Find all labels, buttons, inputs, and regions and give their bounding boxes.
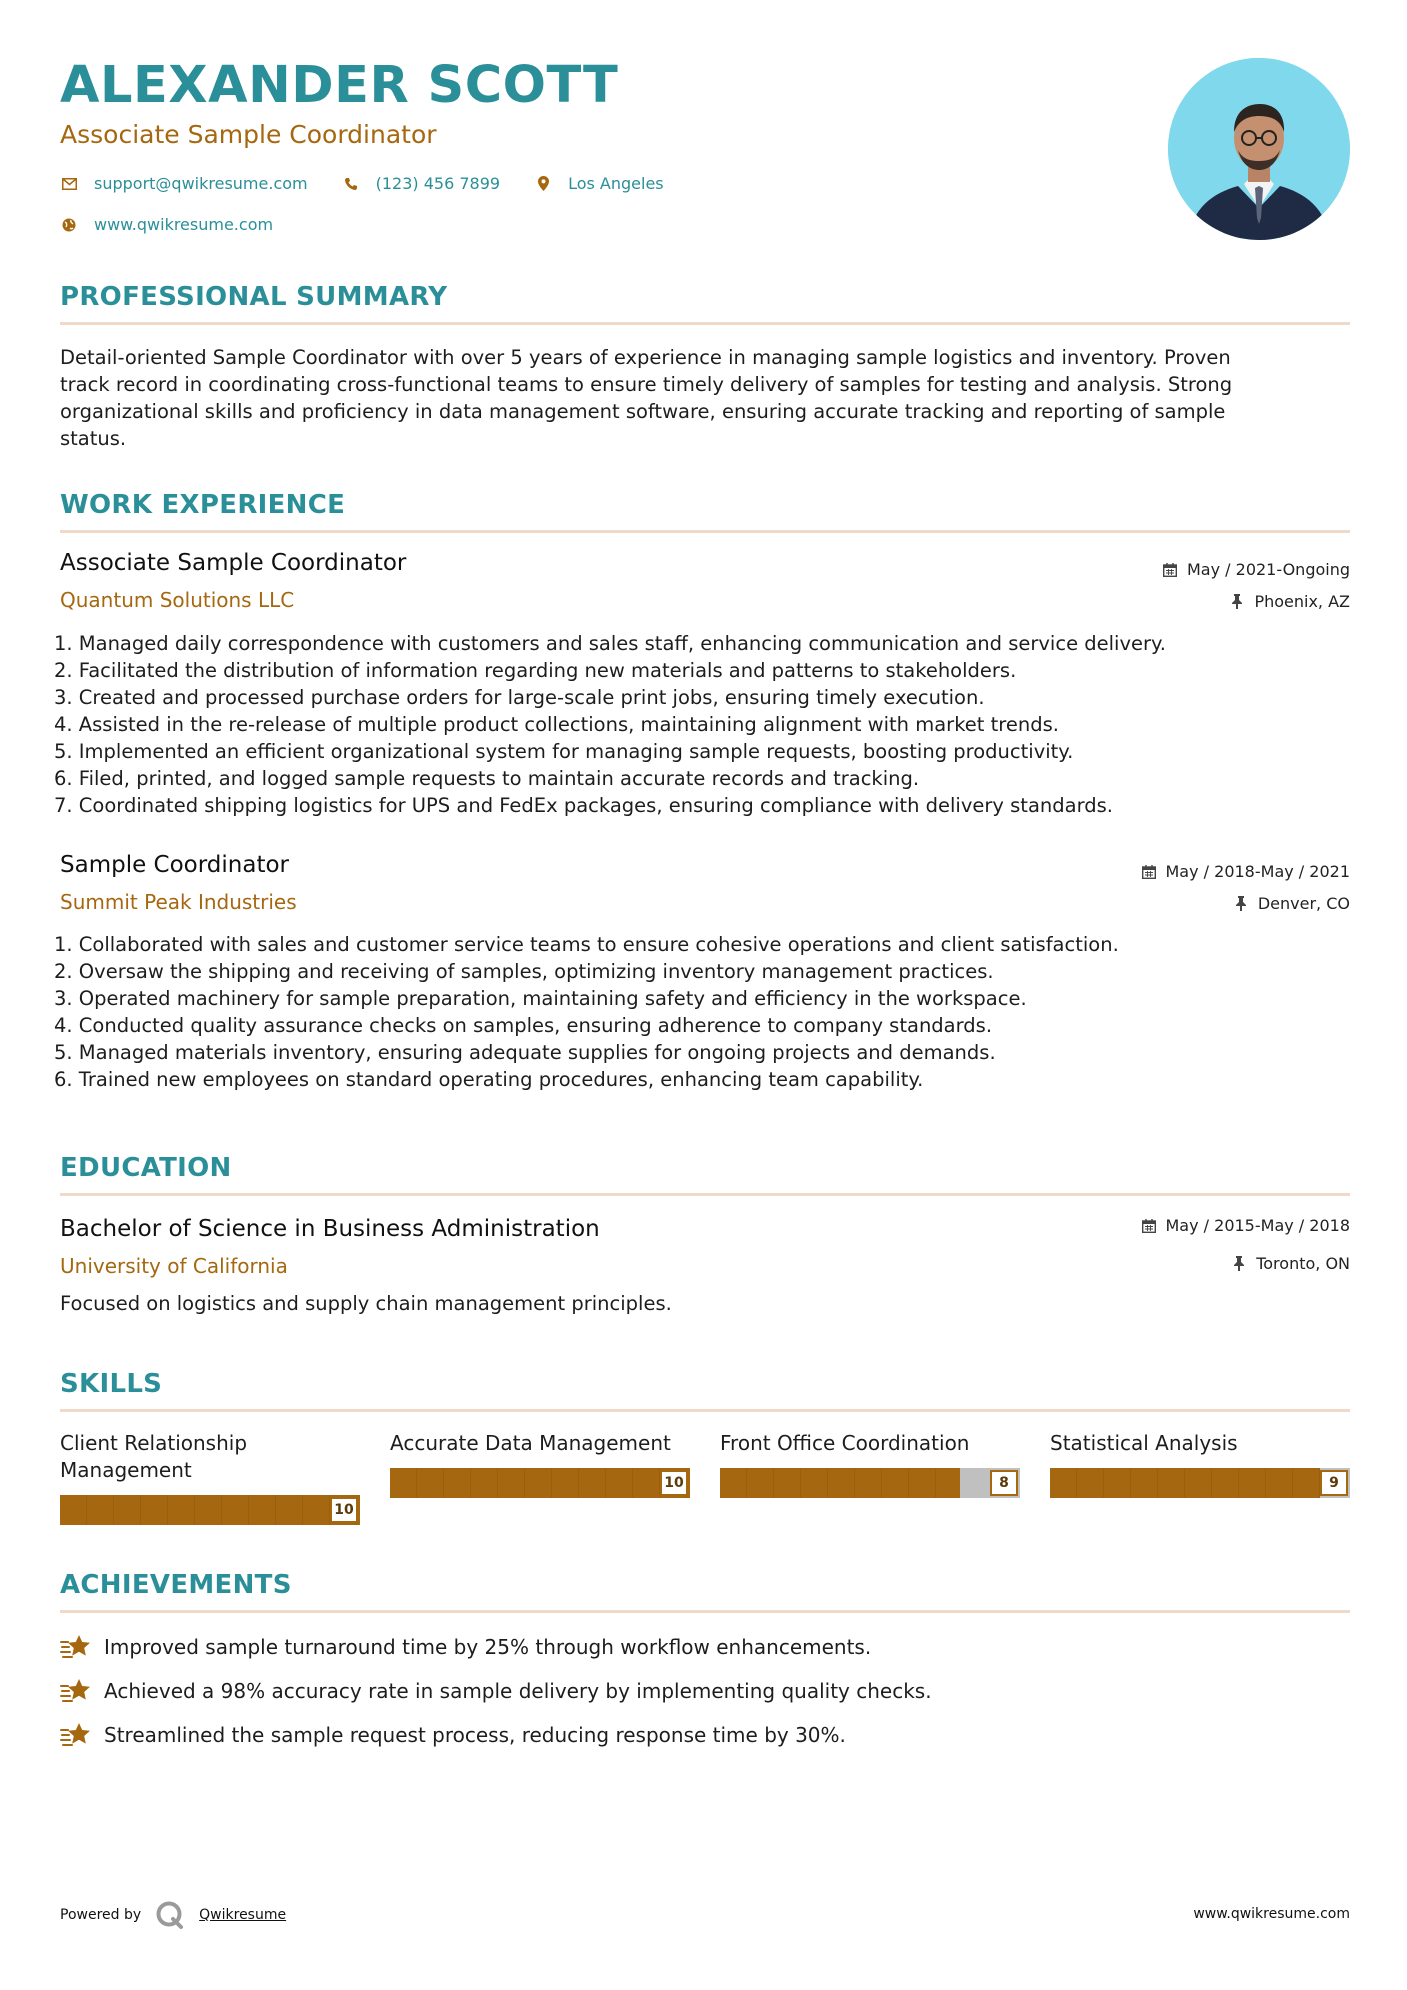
- skill-label: Management: [60, 1458, 192, 1482]
- list-item: 7. Coordinated shipping logistics for UPS and FedEx packages, ensuring compliance with delivery standards.: [54, 794, 1113, 817]
- pushpin-icon: [1230, 1255, 1248, 1273]
- job-bullets: [54, 931, 1354, 1093]
- skill-bar-fill: [1050, 1468, 1320, 1498]
- skill-bar: [60, 1495, 360, 1525]
- section-title-education: EDUCATION: [60, 1153, 232, 1183]
- job-title: Associate Sample Coordinator: [60, 550, 407, 576]
- location-text: Los Angeles: [568, 174, 664, 193]
- phone-text: (123) 456 7899: [375, 174, 501, 193]
- skill-score: 10: [660, 1470, 688, 1496]
- skill-item: [720, 1430, 1020, 1491]
- education-location: [1230, 1254, 1350, 1273]
- skill-bar: [1050, 1468, 1350, 1498]
- education-degree: Bachelor of Science in Business Administration: [60, 1216, 600, 1242]
- contact-website[interactable]: [60, 215, 273, 234]
- job-company: Summit Peak Industries: [60, 890, 297, 914]
- skill-label: Statistical Analysis: [1050, 1431, 1238, 1455]
- skill-item: [390, 1430, 690, 1491]
- job-dates: [1140, 862, 1351, 881]
- list-item: 4. Assisted in the re-release of multiple product collections, maintaining alignment with market trends.: [54, 713, 1059, 736]
- job-dates-text: May / 2018-May / 2021: [1165, 862, 1350, 881]
- contact-location: [534, 174, 664, 193]
- calendar-icon: [1140, 1217, 1158, 1235]
- summary-line: Detail-oriented Sample Coordinator with over 5 years of experience in managing sample logistics and inventory. Proven: [60, 346, 1231, 369]
- qwikresume-logo-icon: [155, 1900, 185, 1930]
- skill-label: Front Office Coordination: [720, 1431, 970, 1455]
- list-item: 5. Managed materials inventory, ensuring adequate supplies for ongoing projects and demands.: [54, 1041, 996, 1064]
- list-item: 6. Trained new employees on standard operating procedures, enhancing team capability.: [54, 1068, 924, 1091]
- star-award-icon: [60, 1677, 92, 1705]
- section-divider: [60, 1409, 1350, 1412]
- job-location-text: Phoenix, AZ: [1254, 592, 1350, 611]
- section-title-summary: PROFESSIONAL SUMMARY: [60, 282, 448, 312]
- section-divider: [60, 1193, 1350, 1196]
- list-item: 5. Implemented an efficient organizational system for managing sample requests, boosting productivity.: [54, 740, 1074, 763]
- job-location: [1228, 592, 1350, 611]
- candidate-name: ALEXANDER SCOTT: [60, 56, 619, 115]
- job-location: [1232, 894, 1350, 913]
- contact-row: [60, 174, 698, 193]
- list-item: 1. Managed daily correspondence with customers and sales staff, enhancing communication and service delivery.: [54, 632, 1166, 655]
- skill-bar: [720, 1468, 1020, 1498]
- skill-bar-fill: [60, 1495, 360, 1525]
- achievement-item: [60, 1677, 932, 1705]
- powered-by-text: Powered by: [60, 1907, 142, 1923]
- skill-item: [60, 1430, 360, 1518]
- list-item: 3. Operated machinery for sample preparation, maintaining safety and efficiency in the workspace.: [54, 987, 1027, 1010]
- map-marker-icon: [534, 175, 552, 193]
- achievement-text: Improved sample turnaround time by 25% through workflow enhancements.: [104, 1635, 872, 1659]
- summary-line: track record in coordinating cross-functional teams to ensure timely delivery of samples for testing and analysis. Strong: [60, 373, 1233, 396]
- envelope-icon: [60, 175, 78, 193]
- candidate-role: Associate Sample Coordinator: [60, 120, 437, 149]
- section-title-achievements: ACHIEVEMENTS: [60, 1570, 292, 1600]
- email-text: support@qwikresume.com: [94, 174, 308, 193]
- list-item: 4. Conducted quality assurance checks on samples, ensuring adherence to company standards.: [54, 1014, 993, 1037]
- skill-bar: [390, 1468, 690, 1498]
- list-item: 3. Created and processed purchase orders for large-scale print jobs, ensuring timely execution.: [54, 686, 985, 709]
- job-location-text: Denver, CO: [1257, 894, 1350, 913]
- section-divider: [60, 530, 1350, 533]
- footer-site-link[interactable]: www.qwikresume.com: [1193, 1906, 1350, 1922]
- website-text: www.qwikresume.com: [94, 215, 274, 234]
- job-company: Quantum Solutions LLC: [60, 588, 295, 612]
- profile-photo: [1168, 58, 1350, 240]
- skill-score: 8: [990, 1470, 1018, 1496]
- job-bullets: [54, 630, 1354, 819]
- summary-line: organizational skills and proficiency in data management software, ensuring accurate tracking and reporting of sample: [60, 400, 1226, 423]
- summary-text: [60, 344, 1350, 452]
- skill-score: 10: [330, 1497, 358, 1523]
- summary-line: status.: [60, 427, 127, 450]
- skill-label: Accurate Data Management: [390, 1431, 671, 1455]
- achievement-item: [60, 1721, 846, 1749]
- education-dates-text: May / 2015-May / 2018: [1165, 1216, 1350, 1235]
- skill-score: 9: [1320, 1470, 1348, 1496]
- calendar-icon: [1161, 561, 1179, 579]
- calendar-icon: [1140, 863, 1158, 881]
- job-title: Sample Coordinator: [60, 852, 290, 878]
- education-school: University of California: [60, 1254, 288, 1278]
- list-item: 6. Filed, printed, and logged sample requests to maintain accurate records and tracking.: [54, 767, 920, 790]
- skill-bar-fill: [390, 1468, 690, 1498]
- skill-item: [1050, 1430, 1350, 1491]
- contact-phone[interactable]: [342, 174, 500, 193]
- star-award-icon: [60, 1633, 92, 1661]
- contact-row-2: [60, 215, 307, 234]
- star-award-icon: [60, 1721, 92, 1749]
- skill-bar-fill: [720, 1468, 960, 1498]
- education-location-text: Toronto, ON: [1256, 1254, 1350, 1273]
- pushpin-icon: [1232, 895, 1250, 913]
- education-dates: [1140, 1216, 1351, 1235]
- job-dates-text: May / 2021-Ongoing: [1187, 560, 1350, 579]
- list-item: 1. Collaborated with sales and customer service teams to ensure cohesive operations and client satisfaction.: [54, 933, 1119, 956]
- section-title-skills: SKILLS: [60, 1369, 163, 1399]
- section-divider: [60, 322, 1350, 325]
- section-title-experience: WORK EXPERIENCE: [60, 490, 346, 520]
- achievement-text: Streamlined the sample request process, reducing response time by 30%.: [104, 1723, 846, 1747]
- achievement-text: Achieved a 98% accuracy rate in sample delivery by implementing quality checks.: [104, 1679, 932, 1703]
- job-dates: [1161, 560, 1350, 579]
- footer-powered-by: [60, 1900, 286, 1930]
- achievement-item: [60, 1633, 871, 1661]
- phone-icon: [342, 175, 360, 193]
- skill-label: Client Relationship: [60, 1431, 248, 1455]
- brand-link[interactable]: Qwikresume: [199, 1907, 287, 1923]
- pushpin-icon: [1228, 593, 1246, 611]
- list-item: 2. Facilitated the distribution of information regarding new materials and patterns to stakeholders.: [54, 659, 1017, 682]
- globe-icon: [60, 216, 78, 234]
- contact-email[interactable]: [60, 174, 308, 193]
- list-item: 2. Oversaw the shipping and receiving of samples, optimizing inventory management practices.: [54, 960, 994, 983]
- section-divider: [60, 1610, 1350, 1613]
- education-description: Focused on logistics and supply chain management principles.: [60, 1292, 672, 1315]
